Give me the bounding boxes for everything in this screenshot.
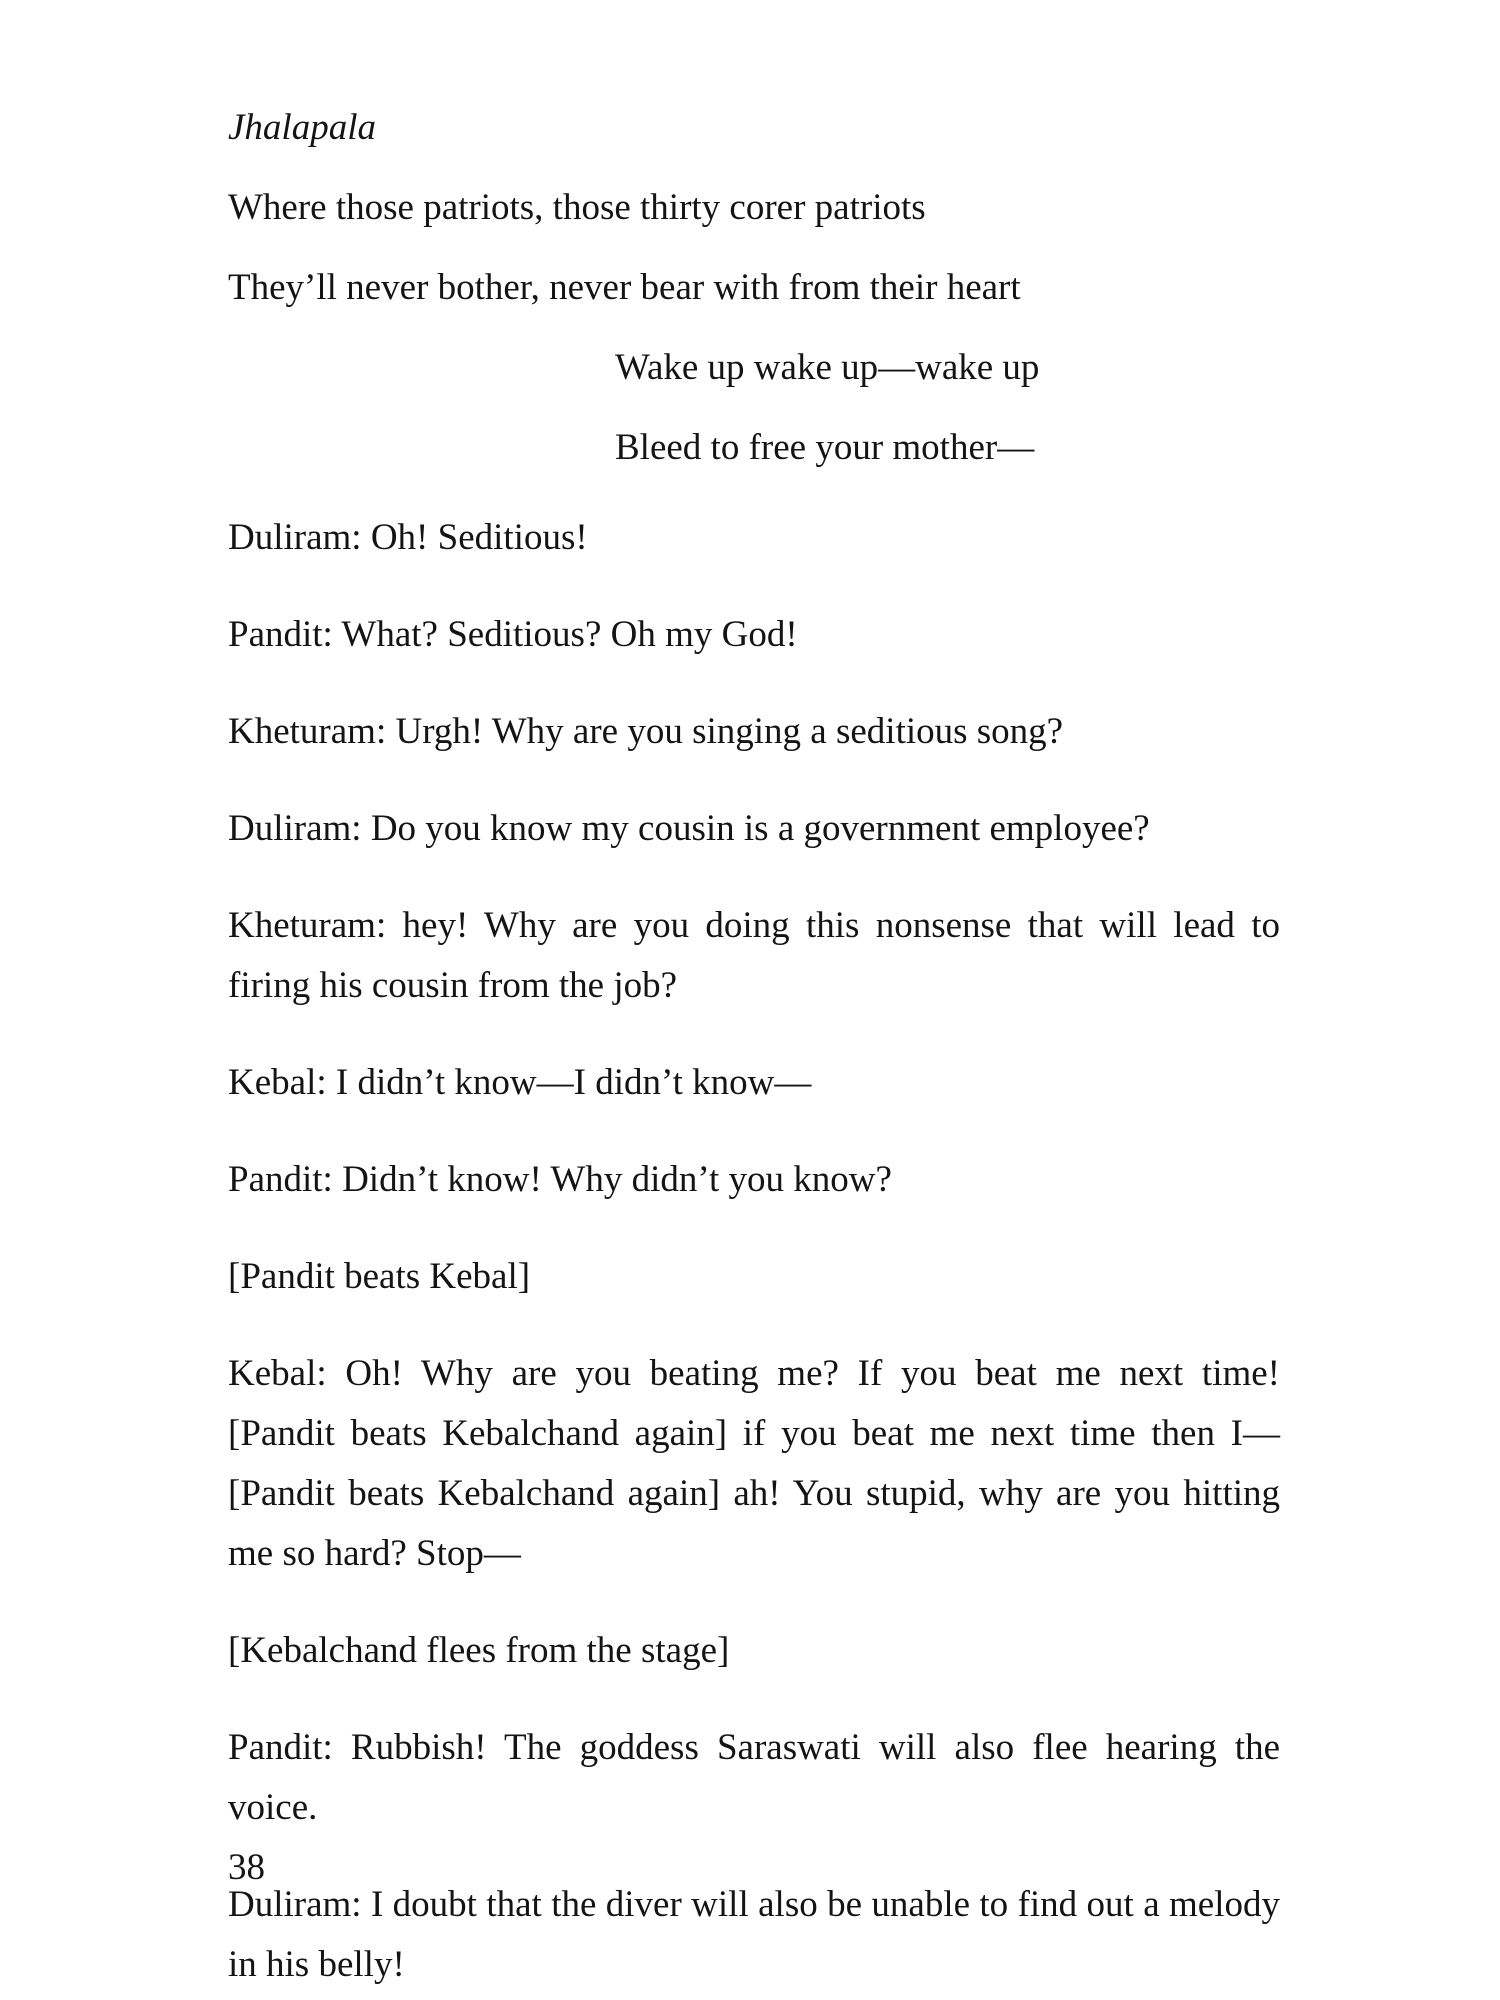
refrain-line: Wake up wake up—wake up: [615, 347, 1040, 388]
dialogue-paragraph: Kheturam: Urgh! Why are you singing a seditious song?: [228, 711, 1064, 752]
dialogue-paragraph: Kebal: Oh! Why are you beating me? If you beat me next time! [Pandit beats Kebalchand again] if you beat me next time then I— [Pandit beats Kebalchand again] ah! You stupid, why are you hitting me so hard? Stop—: [228, 1353, 1280, 1574]
dialogue-paragraph: Duliram: Oh! Seditious!: [228, 517, 588, 558]
dialogue-paragraph: Kebal: I didn’t know—I didn’t know—: [228, 1062, 812, 1103]
stage-direction: [Kebalchand flees from the stage]: [228, 1630, 730, 1671]
dialogue-paragraph: Duliram: I doubt that the diver will also be unable to find out a melody in his belly!: [228, 1884, 1280, 1985]
stage-direction: [Pandit beats Kebal]: [228, 1256, 531, 1297]
dialogue-paragraph: Duliram: Do you know my cousin is a government employee?: [228, 808, 1150, 849]
page-text: [228, 108, 1280, 1995]
page-number: 38: [228, 1847, 265, 1888]
song-line: They’ll never bother, never bear with from their heart: [228, 267, 1021, 308]
speaker-name: Jhalapala: [228, 107, 376, 148]
refrain-line: Bleed to free your mother—: [615, 427, 1035, 468]
dialogue-paragraph: Pandit: Rubbish! The goddess Saraswati will also flee hearing the voice.: [228, 1727, 1280, 1828]
dialogue-paragraph: Pandit: Didn’t know! Why didn’t you know?: [228, 1159, 892, 1200]
song-line: Where those patriots, those thirty corer patriots: [228, 187, 926, 228]
dialogue-paragraph: Kheturam: hey! Why are you doing this nonsense that will lead to firing his cousin from the job?: [228, 905, 1280, 1006]
dialogue-paragraph: Pandit: What? Seditious? Oh my God!: [228, 614, 798, 655]
